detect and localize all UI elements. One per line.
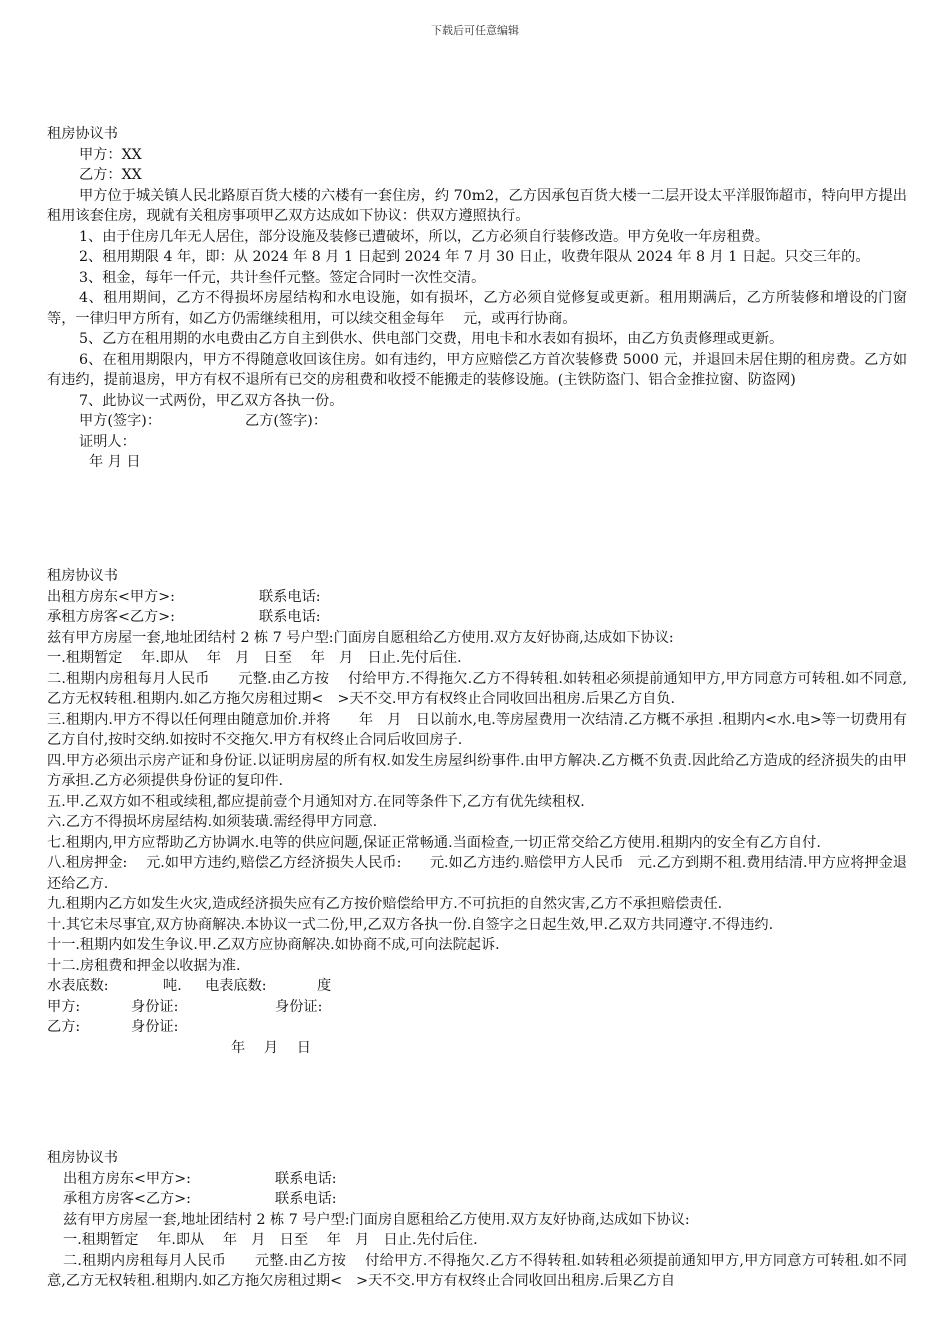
doc2-tenant-row (47, 607, 907, 628)
doc1-party-a: 甲方：XX (79, 146, 142, 163)
doc2-intro: 兹有甲方房屋一套,地址团结村 2 栋 7 号户型:门面房自愿租给乙方使用.双方友好协商,达成如下协议: (47, 629, 674, 646)
doc2-water-label: 水表底数: (47, 978, 109, 994)
doc3-tenant-phone-label: 联系电话: (275, 1191, 337, 1207)
doc2-clause-1: 一.租期暂定 年.即从 年 月 日至 年 月 日止.先付后住. (47, 650, 462, 666)
doc2-clause-4: 四.甲方必须出示房产证和身份证.以证明房屋的所有权.如发生房屋纠纷事件.由甲方解决.乙方概不负责.因此给乙方造成的经济损失的由甲方承担.乙方必须提供身份证的复印件. (47, 752, 907, 789)
doc1-sign-a: 甲方(签字)： (79, 413, 162, 429)
doc2-sig-a-row (47, 997, 907, 1018)
doc2-tenant-label: 承租方房客<乙方>: (47, 609, 175, 625)
doc3-landlord-row (47, 1169, 907, 1190)
doc3-landlord-label: 出租方房东<甲方>: (63, 1170, 191, 1187)
doc1-party-b: 乙方：XX (79, 167, 142, 183)
doc2-clause-7: 七.租期内,甲方应帮助乙方协调水.电等的供应问题,保证正常畅通.当面检查,一切正常交给乙方使用.租期内的安全有乙方自付. (47, 834, 821, 851)
doc3-landlord-phone-label: 联系电话: (275, 1170, 337, 1187)
doc2-date: 年 月 日 (231, 1039, 311, 1056)
doc1-signature-row (47, 411, 907, 432)
doc2-clause-11: 十一.租期内如发生争议.甲.乙双方应协商解决.如协商不成,可向法院起诉. (47, 937, 500, 953)
agreement-2 (47, 566, 907, 1058)
doc1-clause-7: 7、此协议一式两份，甲乙双方各执一份。 (79, 392, 344, 409)
doc1-clause-3: 3、租金，每年一仟元，共计叁仟元整。签定合同时一次性交清。 (79, 269, 486, 286)
doc2-landlord-phone-label: 联系电话: (259, 588, 321, 605)
doc2-meter-row (47, 976, 907, 997)
doc1-clause-1: 1、由于住房几年无人居住，部分设施及装修已遭破坏，所以，乙方必须自行装修改造。甲方免收一年房租费。 (79, 228, 770, 245)
doc1-intro: 甲方位于城关镇人民北路原百货大楼的六楼有一套住房，约 70m2，乙方因承包百货大楼一二层开设太平洋服饰超市，特向甲方提出租用该套住房，现就有关租房事项甲乙双方达成如下协议：供双方遵照执行。 (47, 187, 907, 224)
doc2-tenant-phone-label: 联系电话: (259, 609, 321, 625)
doc3-clause-1: 一.租期暂定 年.即从 年 月 日至 年 月 日止.先付后住. (63, 1232, 478, 1248)
agreement-1 (47, 124, 907, 473)
doc2-sig-a: 甲方: (47, 998, 81, 1015)
doc2-landlord-row (47, 587, 907, 608)
doc3-title: 租房协议书 (47, 1150, 118, 1166)
doc2-clause-3: 三.租期内.甲方不得以任何理由随意加价.并将 年 月 日以前水,电.等房屋费用一次结清.乙方概不承担 .租期内<水.电>等一切费用有乙方自付,按时交纳.如按时不交拖欠.甲方有权终止合同后收回房子. (47, 711, 907, 748)
doc2-clause-2: 二.租期内房租每月人民币 元整.由乙方按 付给甲方.不得拖欠.乙方不得转租.如转租必须提前通知甲方,甲方同意方可转租.如不同意,乙方无权转租.租期内.如乙方拖欠房租过期< >天不交.甲方有权终止合同收回出租房.后果乙方自负. (47, 670, 907, 707)
doc1-clause-2: 2、租用期限 4 年，即：从 2024 年 8 月 1 日起到 2024 年 7 月 30 日止，收费年限从 2024 年 8 月 1 日起。只交三年的。 (79, 249, 870, 265)
agreement-3 (47, 1148, 907, 1292)
doc2-sig-a-id-1: 身份证: (131, 998, 179, 1015)
doc2-sig-a-id-2: 身份证: (275, 998, 323, 1015)
doc1-witness: 证明人： (79, 433, 136, 450)
doc2-sig-b-id: 身份证: (131, 1019, 179, 1035)
doc2-water-unit: 吨. (163, 978, 182, 994)
doc2-clause-8: 八.租房押金: 元.如甲方违约,赔偿乙方经济损失人民币: 元.如乙方违约.赔偿甲方人民币 元.乙方到期不租.费用结清.甲方应将押金退还给乙方. (47, 855, 907, 892)
doc2-clause-10: 十.其它未尽事宜,双方协商解决.本协议一式二份,甲,乙双方各执一份.自签字之日起生效,甲.乙双方共同遵守.不得违约. (47, 916, 774, 933)
doc1-clause-4: 4、租用期间，乙方不得损坏房屋结构和水电设施，如有损坏，乙方必须自觉修复或更新。租用期满后，乙方所装修和增设的门窗等，一律归甲方所有，如乙方仍需继续租用，可以续交租金每年 元，或再行协商。 (47, 290, 907, 327)
doc2-clause-6: 六.乙方不得损坏房屋结构.如须装璜.需经得甲方同意. (47, 814, 378, 830)
doc2-sig-b: 乙方: (47, 1019, 81, 1035)
doc2-clause-9: 九.租期内乙方如发生火灾,造成经济损失应有乙方按价赔偿给甲方.不可抗拒的自然灾害,乙方不承担赔偿责任. (47, 896, 723, 912)
doc2-landlord-label: 出租方房东<甲方>: (47, 588, 175, 605)
doc3-tenant-label: 承租方房客<乙方>: (63, 1191, 191, 1207)
doc2-sig-b-row (47, 1017, 907, 1038)
doc1-clause-6: 6、在租用期限内，甲方不得随意收回该住房。如有违约，甲方应赔偿乙方首次装修费 5000 元，并退回未居住期的租房费。乙方如有违约，提前退房，甲方有权不退所有已交的房租费和收授不能搬走的装修设施。(主铁防盗门、铝合金推拉窗、防盗网) (47, 351, 908, 388)
doc1-date: 年 月 日 (89, 454, 141, 470)
doc2-clause-12: 十二.房租费和押金以收据为准. (47, 957, 241, 974)
doc2-power-unit: 度 (317, 978, 332, 994)
doc3-intro: 兹有甲方房屋一套,地址团结村 2 栋 7 号户型:门面房自愿租给乙方使用.双方友好协商,达成如下协议: (63, 1211, 690, 1228)
doc3-clause-2: 二.租期内房租每月人民币 元整.由乙方按 付给甲方.不得拖欠.乙方不得转租.如转租必须提前通知甲方,甲方同意方可转租.如不同意,乙方无权转租.租期内.如乙方拖欠房租过期< >天不交.甲方有权终止合同收回出租房.后果乙方自 (47, 1252, 907, 1289)
doc3-tenant-row (47, 1189, 907, 1210)
page-header: 下载后可任意编辑 (431, 24, 519, 37)
doc2-clause-5: 五.甲.乙双方如不租或续租,都应提前壹个月通知对方.在同等条件下,乙方有优先续租权. (47, 793, 585, 810)
doc1-sign-b: 乙方(签字)： (245, 413, 328, 429)
doc1-clause-5: 5、乙方在租用期的水电费由乙方自主到供水、供电部门交费，用电卡和水表如有损坏，由乙方负责修理或更新。 (79, 331, 784, 347)
doc1-title: 租房协议书 (47, 126, 118, 142)
doc2-power-label: 电表底数: (205, 978, 267, 994)
doc2-title: 租房协议书 (47, 568, 118, 584)
